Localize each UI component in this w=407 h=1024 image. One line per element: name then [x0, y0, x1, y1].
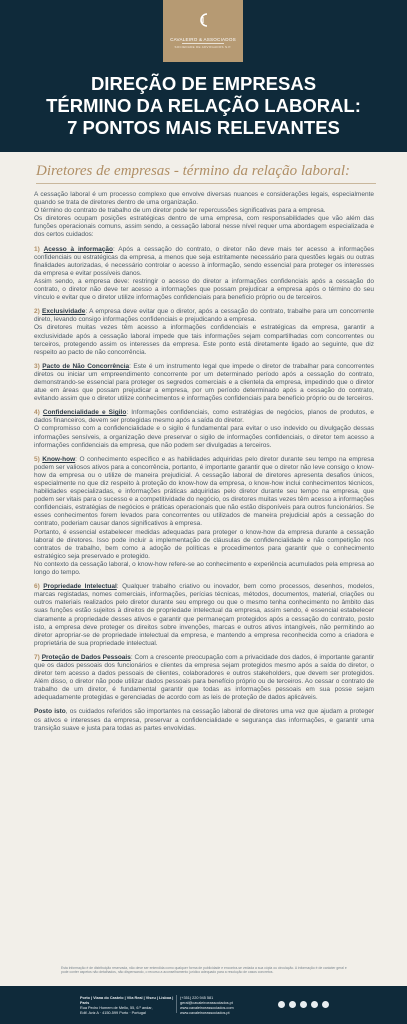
section-text: O conhecimento específico e as habilidades adquiridas pelo diretor durante seu tempo na empresa podem ser valiosos ativos para a concorrência, portanto, é importante garantir que o diretor não leve consigo o know-how da empresa ou o utilize de maneira prejudicial. A cessação laboral de diretores apresenta desafios únicos, especialmente no que diz respeito à proteção do know-how da empresa, o know-how inclui conhecimentos técnicos, habilidades especializadas, e informações práticas adquiridas pelo diretor durante seu tempo na empresa, que podem ser vitais para o sucesso e a competitividade do negócio, os diretores muitas vezes têm acesso a informações confidenciais, estratégias de negócios e práticas operacionais que não estão disponíveis para outros funcionários. Se esses conhecimentos forem levados para concorrentes ou utilizados de maneira prejudicial após a cessação do contrato, poderiam causar danos significativos à empresa. — [34, 455, 374, 528]
footer-phone[interactable]: (+351) 220 945 581 — [180, 996, 214, 1000]
conclusion-text: , os cuidados referidos são importantes na cessação laboral de diretores uma vez que ajudam a proteger os ativos e interesses da empresa, preservar a confidencialidade e segurança das informações, e garantir uma transição suave e justa para todas as partes envolvidas. — [34, 708, 374, 732]
footer-site-com[interactable]: www.cavaleiroeassociados.com — [180, 1006, 234, 1010]
section-number: 7) — [34, 653, 40, 661]
footer-street: Rua Pedro Homem de Mello, 55, 6.º andar, — [80, 1006, 153, 1010]
footer-offices: Porto | Viana do Castelo | Vila Real | Viseu | Lisboa | Paris — [80, 996, 174, 1005]
section-title: Confidencialidade e Sigilo — [42, 409, 127, 417]
section-subtitle: Diretores de empresas - término da relação laboral: — [36, 163, 350, 179]
conclusion — [34, 708, 374, 732]
logo-mark-icon — [196, 11, 210, 29]
section-text: Informações confidenciais, como estratégias de negócios, planos de produtos, e dados financeiros, devem ser protegidas mesmo após a saída do diretor. — [34, 409, 375, 425]
footer-address — [80, 996, 180, 1016]
section-5: 5) Know-how: O conhecimento específico e as habilidades adquiridas pelo diretor durante seu tempo na empresa podem ser valiosos ativos para a concorrência, portanto, é importante garantir que o diretor não leve consigo o know-how da empresa ou o utilize de maneira prejudicial. A cessação laboral de diretores apresenta desafios únicos, especialmente no que diz respeito à proteção do know-how da empresa, o know-how inclui conhecimentos técnicos, habilidades especializadas, e informações práticas adquiridas pelo diretor durante seu tempo na empresa, que podem ser vitais para o sucesso e a competitividade do negócio, os diretores muitas vezes têm acesso a informações confidenciais, estratégias de negócios e práticas operacionais que não estão disponíveis para outros funcionários. Se esses conhecimentos forem levados para concorrentes ou utilizados de maneira prejudicial após a cessação do contrato, poderiam causar danos significativos à empresa. Portanto, é essencial estabelecer medidas adequadas para proteger o know-how da empresa durante a cessação laboral de diretores. Isso pode incluir a implementação de cláusulas de confidencialidade e não competição nos contratos de trabalho, bem como a adoção de políticas e procedimentos para garantir que o conhecimento estratégico seja preservado e protegido. No contexto da cessação laboral, o know-how refere-se ao conhecimento e experiência acumulados pela empresa ao longo do tempo. — [34, 455, 374, 577]
section-text: O compromisso com a confidencialidade e o sigilo é fundamental para evitar o uso indevido ou divulgação dessas informações sensíveis, a organização deve preservar o sigilo de informações confidenciais, o diretor tem acesso a informações confidenciais da empresa, que não podem ser divulgadas a terceiros. — [34, 425, 374, 449]
footer-divider — [176, 995, 177, 1013]
title-line-3: 7 PONTOS MAIS RELEVANTES — [67, 117, 340, 138]
section-number: 1) — [34, 245, 40, 253]
globe-icon[interactable] — [278, 1001, 285, 1008]
section-text: Este é um instrumento legal que impede o diretor de trabalhar para concorrentes diretos ou iniciar um empreendimento concorrente por um determinado período após a cessação do contrato, demonstrando-se essencial para proteger os segredos comerciais e a clientela da empresa, impedindo que o diretor atue em áreas que possam prejudicar a empresa, por um período determinado após a cessação do contrato, evitando assim que o diretor utilize conhecimentos e informações confidenciais para benefício próprio ou de terceiros. — [34, 362, 375, 403]
section-number: 2) — [34, 308, 40, 316]
article-body — [34, 191, 374, 733]
section-number: 6) — [34, 583, 40, 591]
conclusion-title: Posto isto — [34, 708, 66, 716]
header-banner — [0, 0, 407, 152]
section-title: Know-how — [42, 455, 76, 463]
footer-site-pt[interactable]: www.cavaleiroeassociados.pt — [180, 1011, 230, 1015]
section-text: Os diretores muitas vezes têm acesso a informações confidenciais e estratégicas da empresa, garantir a exclusividade após a cessação laboral impede que tais informações sejam compartilhadas com concorrentes ou terceiros, protegendo assim os interesses da empresa. Este ponto está diretamente ligado ao seguinte, que diz respeito ao pacto de não concorrência. — [34, 324, 374, 356]
youtube-icon[interactable] — [311, 1001, 318, 1008]
footer-contacts — [180, 996, 260, 1016]
page-title — [0, 73, 407, 139]
title-line-1: DIREÇÃO DE EMPRESAS — [90, 73, 317, 94]
section-number: 3) — [34, 362, 40, 370]
intro-paragraph: Os diretores ocupam posições estratégicas dentro de uma empresa, com responsabilidades que vão além das funções operacionais comuns, assim sendo, a cessação laboral nesse nível requer uma abordagem especializada e dos certos cuidados: — [34, 215, 374, 239]
linkedin-icon[interactable] — [289, 1001, 296, 1008]
section-title: Pacto de Não Concorrência — [42, 362, 130, 370]
footer — [0, 986, 407, 1024]
section-title: Proteção de Dados Pessoais — [41, 653, 131, 661]
section-3: 3) Pacto de Não Concorrência: Este é um instrumento legal que impede o diretor de trabalhar para concorrentes diretos ou iniciar um empreendimento concorrente por um determinado período após a cessação do contrato, demonstrando-se essencial para proteger os segredos comerciais e a clientela da empresa, impedindo que o diretor atue em áreas que possam prejudicar a empresa, por um período determinado após a cessação do contrato, evitando assim que o diretor utilize conhecimentos e informações confidenciais para benefício próprio ou de terceiros. — [34, 362, 375, 403]
facebook-icon[interactable] — [300, 1001, 307, 1008]
section-2: 2) Exclusividade: A empresa deve evitar que o diretor, após a cessação do contrato, trabalhe para um concorrente direto, levando consigo informações confidenciais e prejudicando a empresa. Os diretores muitas vezes têm acesso a informações confidenciais e estratégicas da empresa, garantir a exclusividade após a cessação laboral impede que tais informações sejam compartilhadas com concorrentes ou terceiros, protegendo assim os interesses da empresa. Este ponto está diretamente ligado ao seguinte, que diz respeito ao pacto de não concorrência. — [34, 308, 374, 356]
section-text: Assim sendo, a empresa deve: restringir o acesso do diretor a informações confidenciais após a cessação do contrato, o diretor não deve ter acesso a informações que possam prejudicar a empresa após o término do seu vínculo e evitar que o diretor utilize informações confidenciais para benefício próprio ou de terceiros. — [34, 277, 374, 302]
logo-name: CAVALEIRO & ASSOCIADOS — [170, 37, 236, 42]
section-4: 4) Confidencialidade e Sigilo: Informações confidenciais, como estratégias de negócios, planos de produtos, e dados financeiros, devem ser protegidas mesmo após a saída do diretor. O compromisso com a confidencialidade e o sigilo é fundamental para evitar o uso indevido ou divulgação dessas informações sensíveis, a organização deve preservar o sigilo de informações confidenciais, o diretor tem acesso a informações confidenciais da empresa, que não podem ser divulgadas a terceiros. — [34, 409, 375, 449]
logo — [163, 0, 243, 62]
section-7: 7) Proteção de Dados Pessoais: Com a crescente preocupação com a privacidade dos dados, é importante garantir que os dados pessoais dos funcionários e clientes da empresa sejam protegidos mesmo após a saída do diretor, o diretor tem acesso a dados pessoais de clientes, colaboradores e outros stakeholders, que devem ser protegidos. Além disso, o diretor não pode utilizar dados pessoais para benefício próprio ou de terceiros. Ao cessar o contrato de trabalho de um diretor, é fundamental garantir que todas as informações pessoais em sua posse sejam adequadamente protegidas e gerenciadas de acordo com as leis de proteção de dados aplicáveis. — [34, 653, 374, 702]
footer-email[interactable]: geral@cavaleiroeassociados.pt — [180, 1001, 233, 1005]
section-text: Após a cessação do contrato, o diretor não deve mais ter acesso a informações confidenciais ou estratégicas da empresa, a menos que seja estritamente necessário para questões legais ou outras finalidades autorizadas, é necessário controlar o acesso à informação, sendo essencial para proteger os interesses da empresa e evitar possíveis danos. — [34, 245, 375, 277]
social-icons — [278, 1001, 329, 1008]
intro-paragraph: O término do contrato de trabalho de um diretor pode ter repercussões significativas para a empresa. — [34, 207, 326, 215]
logo-tagline: SOCIEDADE DE ADVOGADOS S.P. — [174, 45, 232, 49]
section-number: 4) — [34, 409, 40, 417]
section-text: Qualquer trabalho criativo ou inovador, bem como processos, desenhos, modelos, marcas registadas, nomes comerciais, informações, perícias técnicas, métodos, documentos, material, criações ou outros materiais realizados pelo diretor durante seu emprego ou que o mesmo tenha conhecimento no âmbito das suas funções estão sujeitos à direitos de propriedade intelectual da empresa, assim sendo, é essencial estabelecer claramente a propriedade desses ativos e garantir que permaneçam protegidos após a cessação do contrato, posto isto, a empresa deve proteger os direitos sobre invenções, marcas e outros ativos intangíveis, não permitindo ao diretor apropriar-se de propriedade intelectual da empresa, e mantendo a empresa reconhecida como a criadora e proprietária de sua propriedade intelectual. — [34, 583, 374, 647]
disclaimer: Esta informação é de distribuição reservada, não deve ser entendida como qualquer forma de publicidade e encontra-se vedada a sua cópia ou circulação. A informação é de carácter geral e pode conter aspetos não detalhados, não dispensando, o recurso a aconselhamento jurídico adequado para a resolução de casos concretos. — [61, 966, 347, 975]
intro-paragraph: A cessação laboral é um processo complexo que envolve diversas nuances e considerações legais, especialmente quando se trata de diretores dentro de uma organização. — [34, 191, 374, 207]
section-title: Exclusividade — [42, 308, 86, 316]
subtitle-divider — [36, 183, 376, 184]
section-text: A empresa deve evitar que o diretor, após a cessação do contrato, trabalhe para um concorrente direto, levando consigo informações confidenciais e prejudicando a empresa. — [34, 308, 374, 324]
title-line-2: TÉRMINO DA RELAÇÃO LABORAL: — [46, 95, 361, 116]
section-title: Propriedade Intelectual — [43, 583, 117, 591]
instagram-icon[interactable] — [322, 1001, 329, 1008]
section-6: 6) Propriedade Intelectual: Qualquer trabalho criativo ou inovador, bem como processos, desenhos, modelos, marcas registadas, nomes comerciais, informações, perícias técnicas, métodos, documentos, material, criações ou outros materiais realizados pelo diretor durante seu emprego ou que o mesmo tenha conhecimento no âmbito das suas funções estão sujeitos à direitos de propriedade intelectual da empresa, assim sendo, é essencial estabelecer claramente a propriedade desses ativos e garantir que permaneçam protegidos após a cessação do contrato, posto isto, a empresa deve proteger os direitos sobre invenções, marcas e outros ativos intangíveis, não permitindo ao diretor apropriar-se de propriedade intelectual da empresa, e mantendo a empresa reconhecida como a criadora e proprietária de sua propriedade intelectual. — [34, 583, 374, 647]
section-1: 1) Acesso à informação: Após a cessação do contrato, o diretor não deve mais ter acesso a informações confidenciais ou estratégicas da empresa, a menos que seja estritamente necessário para questões legais ou outras finalidades autorizadas, é necessário controlar o acesso à informação, sendo essencial para proteger os interesses da empresa e evitar possíveis danos. Assim sendo, a empresa deve: restringir o acesso do diretor a informações confidenciais após a cessação do contrato, o diretor não deve ter acesso a informações que possam prejudicar a empresa após o término do seu vínculo e evitar que o diretor utilize informações confidenciais para benefício próprio ou de terceiros. — [34, 245, 375, 302]
logo-divider — [182, 43, 224, 44]
section-text: Com a crescente preocupação com a privacidade dos dados, é importante garantir que os dados pessoais dos funcionários e clientes da empresa sejam protegidos mesmo após a saída do diretor, o diretor tem acesso a dados pessoais de clientes, colaboradores e outros stakeholders, que devem ser protegidos. Além disso, o diretor não pode utilizar dados pessoais para benefício próprio ou de terceiros. Ao cessar o contrato de trabalho de um diretor, é fundamental garantir que todas as informações pessoais em sua posse sejam adequadamente protegidas e gerenciadas de acordo com as leis de proteção de dados aplicáveis. — [34, 653, 374, 702]
section-title: Acesso à informação — [43, 245, 113, 253]
section-text: No contexto da cessação laboral, o know-how refere-se ao conhecimento e experiência acumulados pela empresa ao longo do tempo. — [34, 560, 374, 577]
footer-city: Edif. Aviz A · 4150-599 Porto · Portugal — [80, 1011, 146, 1015]
section-text: Portanto, é essencial estabelecer medidas adequadas para proteger o know-how da empresa durante a cessação laboral de diretores. Isso pode incluir a implementação de cláusulas de confidencialidade e não competição nos contratos de trabalho, bem como a adoção de políticas e procedimentos para garantir que o conhecimento estratégico seja preservado e protegido. — [34, 528, 374, 560]
section-number: 5) — [34, 455, 40, 463]
